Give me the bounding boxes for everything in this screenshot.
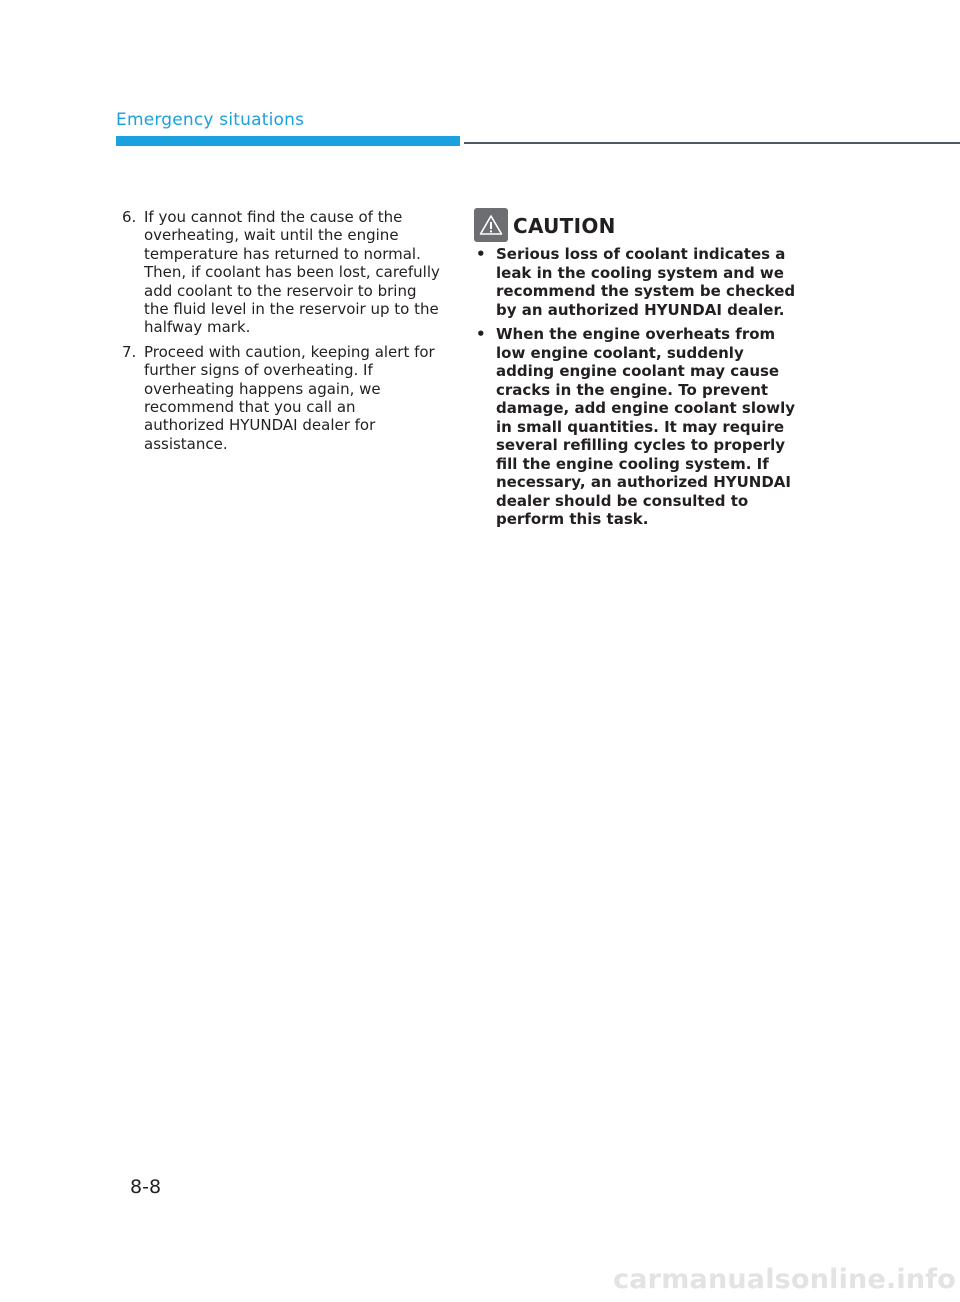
bullet-icon: •	[476, 245, 486, 263]
page-number: 8-8	[130, 1176, 162, 1198]
caution-header	[474, 208, 804, 242]
procedure-steps	[116, 208, 440, 459]
caution-item-text: Serious loss of coolant indicates a leak in the cooling system and we recommend the system be checked by an authorized HYUNDAI dealer.	[496, 245, 796, 319]
header-rule	[464, 142, 960, 144]
header-accent-bar	[116, 136, 460, 146]
step-6	[116, 208, 440, 337]
caution-item	[474, 245, 804, 319]
warning-triangle-icon	[474, 208, 508, 242]
step-text: Proceed with caution, keeping alert for further signs of overheating. If overheating happens again, we recommend that you call an authorized HYUNDAI dealer for assistance.	[144, 342, 435, 453]
caution-box	[474, 208, 804, 535]
bullet-icon: •	[476, 325, 486, 343]
caution-title: CAUTION	[513, 214, 616, 238]
caution-item	[474, 325, 804, 529]
watermark: carmanualsonline.info	[613, 1264, 956, 1295]
step-7	[116, 343, 440, 453]
section-title: Emergency situations	[116, 110, 305, 130]
step-number: 7.	[122, 342, 137, 361]
step-text: If you cannot find the cause of the overheating, wait until the engine temperature has returned to normal. Then, if coolant has been lost, carefully add coolant to the reservoir to bring the fluid level in the reservoir up to the halfway mark.	[144, 208, 440, 337]
caution-item-text: When the engine overheats from low engine coolant, suddenly adding engine coolant may cause cracks in the engine. To prevent damage, add engine coolant slowly in small quantities. It may require several refilling cycles to properly fill the engine cooling system. If necessary, an authorized HYUNDAI dealer should be consulted to perform this task.	[496, 325, 796, 528]
step-number: 6.	[122, 208, 137, 226]
